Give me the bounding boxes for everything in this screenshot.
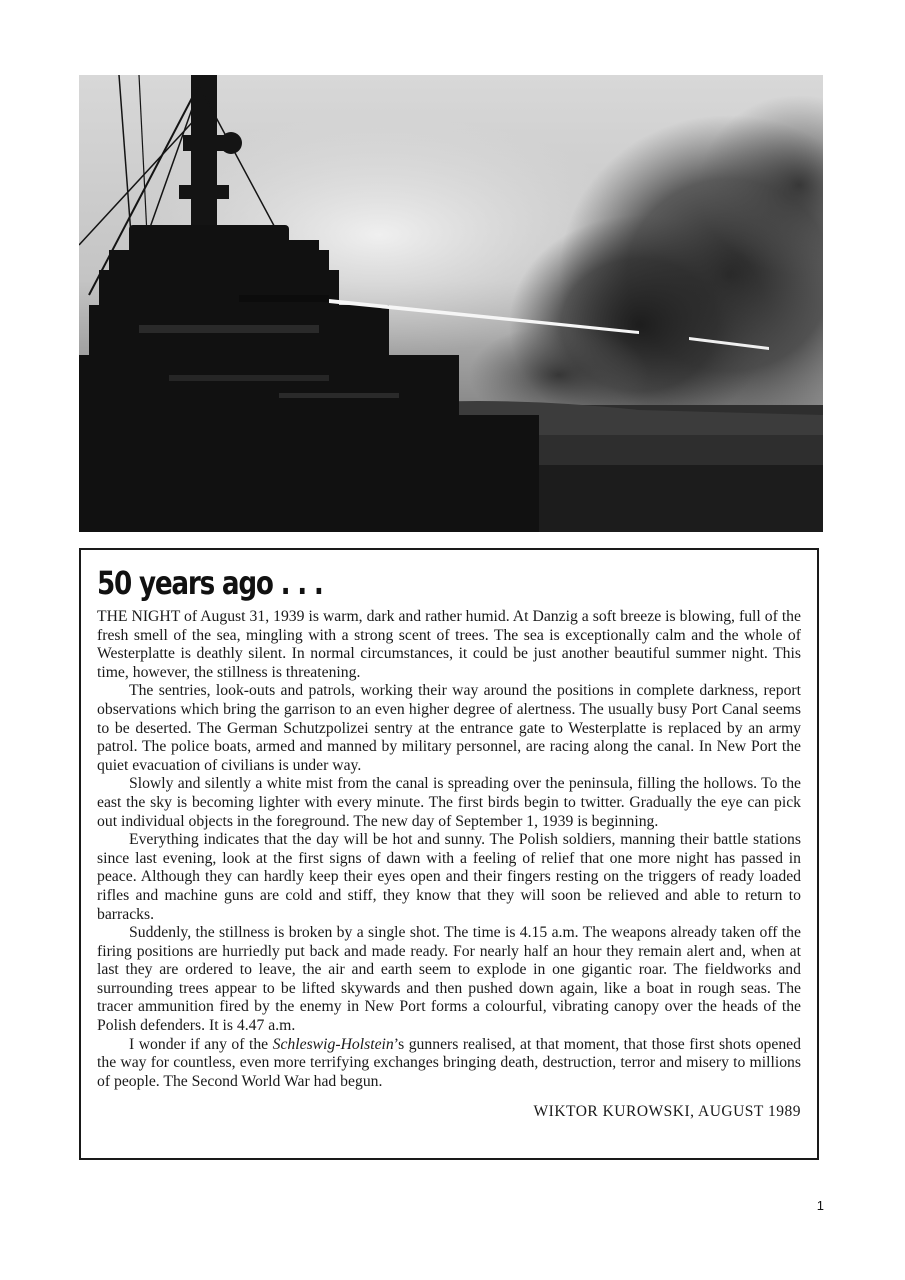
battleship-photo-graphic	[79, 75, 823, 532]
paragraph-text: I wonder if any of the	[129, 1035, 273, 1053]
article-paragraph: Suddenly, the stillness is broken by a single shot. The time is 4.15 a.m. The weapons already taken off the firing positions are hurriedly put back and made ready. For nearly half an hour they remain alert and, when at last they are ordered to leave, the air and earth seem to explode in one gigantic roar. The fieldworks and surrounding trees appear to be lifted skywards and then pushed down again, like a boat in rough seas. The tracer ammunition fired by the enemy in New Port forms a colourful, vibrating canopy over the heads of the Polish defenders. It is 4.47 a.m.	[97, 924, 801, 1035]
article-paragraph	[97, 608, 801, 682]
article-paragraph	[97, 1036, 801, 1092]
article-title: 50 years ago . . .	[97, 564, 323, 602]
paragraph-text: ’s gunners realised, at that moment, that those first shots opened the way for countless, even more terrifying exchanges bringing death, destruction, terror and misery to millions of people. The Second World War had begun.	[97, 1035, 801, 1090]
lead-in-caps: THE NIGHT	[97, 608, 180, 625]
article-box	[79, 548, 819, 1160]
article-paragraph: Everything indicates that the day will be hot and sunny. The Polish soldiers, manning their battle stations since last evening, look at the first signs of dawn with a feeling of relief that one more night has passed in peace. Although they can hardly keep their eyes open and their fingers resting on the triggers of ready loaded rifles and machine guns are cold and stiff, they know that they will soon be relieved and able to return to barracks.	[97, 831, 801, 923]
ship-name: Schleswig-Holstein	[272, 1035, 394, 1053]
author-signature: WIKTOR KUROWSKI, AUGUST 1989	[533, 1103, 801, 1121]
paragraph-text: of August 31, 1939 is warm, dark and rather humid. At Danzig a soft breeze is blowing, full of the fresh smell of the sea, mingling with a strong scent of trees. The sea is exceptionally calm and the whole of Westerplatte is deathly silent. In normal circumstances, it could be just another beautiful summer night. This time, however, the stillness is threatening.	[97, 608, 801, 681]
battleship-photo	[79, 75, 823, 532]
page-number: 1	[816, 1198, 824, 1213]
article-paragraph: The sentries, look-outs and patrols, working their way around the positions in complete darkness, report observations which bring the garrison to an even higher degree of alertness. The usually busy Port Canal seems to be deserted. The German Schutzpolizei sentry at the entrance gate to Westerplatte is replaced by an army patrol. The police boats, armed and manned by military personnel, are racing along the canal. In New Port the quiet evacuation of civilians is under way.	[97, 682, 801, 774]
article-paragraph: Slowly and silently a white mist from the canal is spreading over the peninsula, filling the hollows. To the east the sky is becoming lighter with every minute. The first birds begin to twitter. Gradually the eye can pick out individual objects in the foreground. The new day of September 1, 1939 is beginning.	[97, 775, 801, 830]
